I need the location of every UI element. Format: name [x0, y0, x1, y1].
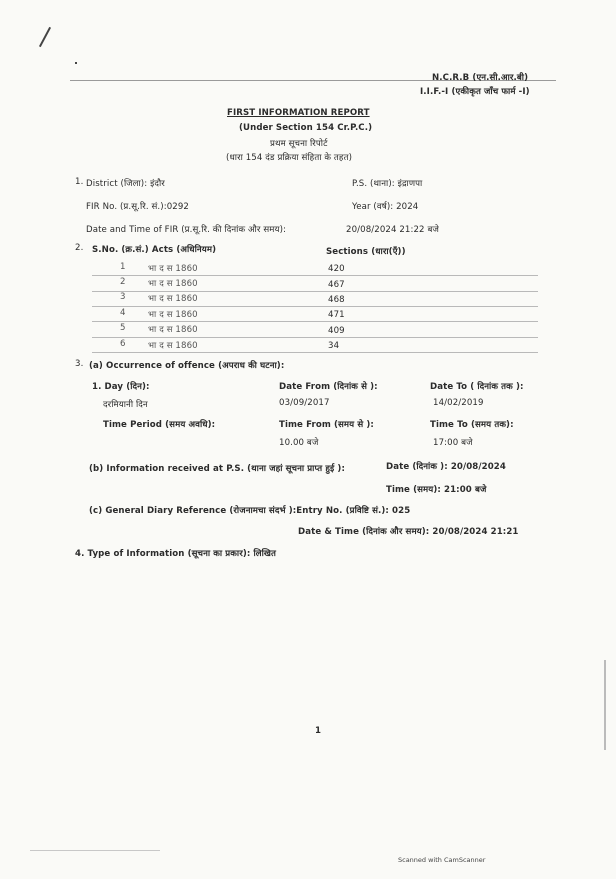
report-title: FIRST INFORMATION REPORT [227, 108, 370, 118]
type-of-information: 4. Type of Information (सूचना का प्रकार): लिखित [75, 549, 276, 559]
report-subtitle-hindi: (धारा 154 दंड प्रक्रिया संहिता के तहत) [226, 153, 353, 163]
info-received-time: Time (समय): 21:00 बजे [386, 485, 487, 495]
diary-datetime: Date & Time (दिनांक और समय): 20/08/2024 21:21 [298, 527, 519, 537]
district-field: District (जिला): इंदौर [86, 179, 165, 189]
fir-number-field: FIR No. (प्र.सू.रि. सं.):0292 [86, 202, 189, 212]
scan-dot-mark [75, 62, 77, 64]
row-section: 468 [328, 295, 345, 305]
time-from-value: 10.00 बजे [279, 438, 319, 448]
page-number: 1 [315, 726, 322, 736]
general-diary-reference: (c) General Diary Reference (रोजनामचा संदर्भ ):Entry No. (प्रविष्टि सं.): 025 [89, 506, 411, 516]
row-section: 34 [328, 341, 340, 351]
police-station-field: P.S. (थाना): इंद्राणपा [352, 179, 423, 189]
bottom-smudge [30, 850, 160, 851]
day-label: 1. Day (दिन): [92, 382, 150, 392]
date-from-value: 03/09/2017 [279, 398, 330, 408]
row-act: भा द स 1860 [148, 294, 198, 304]
iif-label: I.I.F.-I (एकीकृत जाँच फार्म -I) [420, 87, 530, 97]
row-divider [92, 321, 538, 322]
row-section: 471 [328, 310, 345, 320]
scanner-watermark: Scanned with CamScanner [398, 856, 486, 864]
time-from-label: Time From (समय से ): [279, 420, 374, 430]
year-field: Year (वर्ष): 2024 [352, 202, 419, 212]
s2-number: 2. [75, 243, 84, 253]
row-section: 420 [328, 264, 345, 274]
info-received-date: Date (दिनांक ): 20/08/2024 [386, 462, 506, 472]
sections-header: Sections (धारा(एँ)) [326, 247, 406, 257]
s1-number: 1. [75, 177, 84, 187]
time-period-label: Time Period (समय अवधि): [103, 420, 216, 430]
fir-datetime-value: 20/08/2024 21:22 बजे [346, 225, 439, 235]
occurrence-label: (a) Occurrence of offence (अपराध की घटना): [89, 361, 285, 371]
row-section: 409 [328, 326, 345, 336]
row-act: भा द स 1860 [148, 325, 198, 335]
info-received-label: (b) Information received at P.S. (थाना जहां सूचना प्राप्त हुई ): [89, 464, 345, 474]
row-act: भा द स 1860 [148, 264, 198, 274]
row-divider [92, 306, 538, 307]
row-section: 467 [328, 280, 345, 290]
row-sno: 5 [120, 323, 126, 333]
row-divider [92, 275, 538, 276]
row-sno: 1 [120, 262, 126, 272]
row-sno: 2 [120, 277, 126, 287]
date-to-value: 14/02/2019 [433, 398, 484, 408]
row-act: भा द स 1860 [148, 341, 198, 351]
row-divider [92, 337, 538, 338]
row-sno: 3 [120, 292, 126, 302]
date-from-label: Date From (दिनांक से ): [279, 382, 378, 392]
report-title-hindi: प्रथम सूचना रिपोर्ट [270, 139, 328, 149]
day-value: दरमियानी दिन [103, 400, 148, 410]
row-sno: 6 [120, 339, 126, 349]
acts-header: S.No. (क्र.सं.) Acts (अधिनियम) [92, 245, 217, 255]
s3-number: 3. [75, 359, 84, 369]
scan-pen-mark [39, 27, 51, 47]
time-to-label: Time To (समय तक): [430, 420, 514, 430]
row-act: भा द स 1860 [148, 279, 198, 289]
row-sno: 4 [120, 308, 126, 318]
row-divider [92, 352, 538, 353]
scan-edge-mark [604, 660, 606, 750]
date-to-label: Date To ( दिनांक तक ): [430, 382, 524, 392]
fir-datetime-label: Date and Time of FIR (प्र.सू.रि. की दिनांक और समय): [86, 225, 287, 235]
row-act: भा द स 1860 [148, 310, 198, 320]
report-subtitle: (Under Section 154 Cr.P.C.) [239, 123, 373, 133]
time-to-value: 17:00 बजे [433, 438, 473, 448]
ncrb-label: N.C.R.B (एन.सी.आर.बी) [432, 73, 529, 83]
